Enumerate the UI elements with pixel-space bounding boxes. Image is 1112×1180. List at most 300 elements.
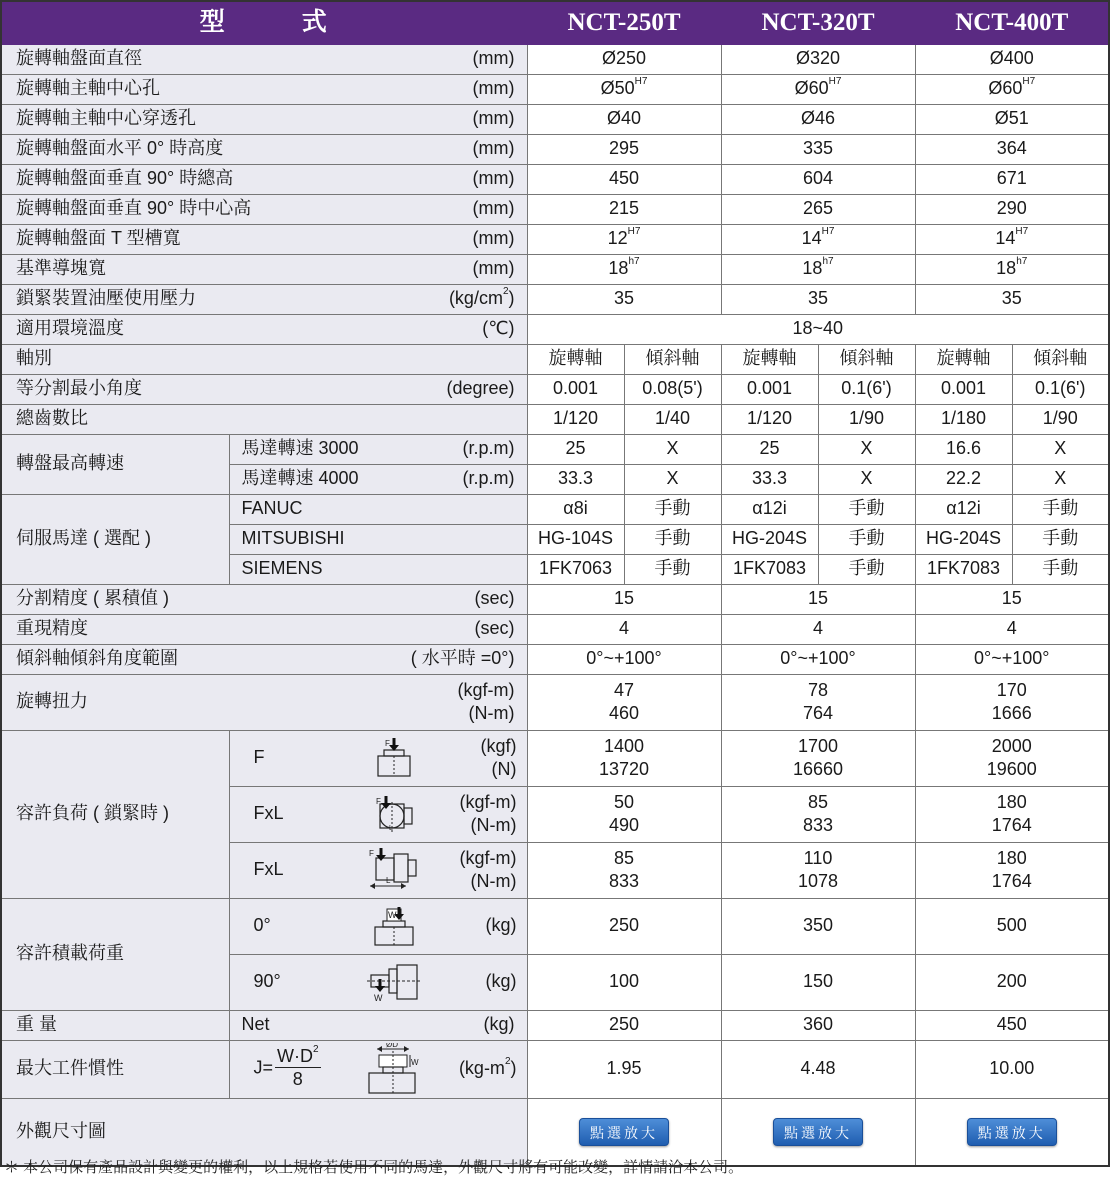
row-unit: [473, 257, 515, 280]
cell-text: 35: [1001, 288, 1022, 309]
cell-text: 78: [807, 679, 829, 700]
model-header: NCT-250T: [527, 1, 721, 44]
icon-letter: F: [375, 797, 381, 806]
spec-row-label: [1, 224, 527, 254]
spec-value: [915, 134, 1109, 164]
unit-text: (℃): [482, 318, 515, 339]
payload-sub-label: 90°: [253, 971, 281, 992]
formula-j: J=: [253, 1057, 274, 1078]
spec-value: [721, 224, 915, 254]
spec-value: [915, 104, 1109, 134]
table-cell: 4.48: [721, 1040, 915, 1098]
tolerance-sup: h7: [822, 256, 834, 268]
row-label: 等分割最小角度: [16, 378, 142, 399]
row-label: Net: [241, 1014, 270, 1035]
unit-text: (mm): [472, 228, 515, 249]
cell-text: Ø320: [795, 48, 841, 69]
row-label: 基準導塊寬: [16, 258, 106, 279]
spec-value: [721, 254, 915, 284]
cell-text: 290: [996, 198, 1027, 219]
spec-value: [721, 104, 915, 134]
spec-value: [527, 194, 721, 224]
enlarge-drawing-button[interactable]: 點選放大: [773, 1118, 863, 1146]
unit-sup: 2: [504, 1056, 511, 1068]
unit-text: (kgf-m): [459, 791, 517, 812]
table-cell: 350: [721, 898, 915, 954]
unit-sup: 2: [502, 286, 509, 298]
row-unit: [411, 647, 515, 670]
table-cell: 500: [915, 898, 1109, 954]
table-cell: 1/120: [721, 404, 818, 434]
spec-value: [721, 164, 915, 194]
row-unit: [446, 377, 514, 400]
table-cell: [527, 786, 721, 842]
unit-text: (kg-m: [458, 1058, 505, 1079]
table-cell: 0.001: [721, 374, 818, 404]
table-cell: 手動: [624, 494, 721, 524]
table-cell: 1/90: [1012, 404, 1109, 434]
table-cell: 0°~+100°: [915, 644, 1109, 674]
unit-text: (r.p.m): [462, 468, 515, 489]
cell-text: 671: [996, 168, 1027, 189]
w90-diagram-icon: [365, 961, 423, 1003]
unit-text: (N): [491, 759, 517, 779]
axis-tilt: 傾斜軸: [1012, 344, 1109, 374]
table-cell: 1/120: [527, 404, 624, 434]
table-cell: [229, 954, 527, 1010]
table-cell: 手動: [624, 524, 721, 554]
table-cell: [229, 730, 527, 786]
axis-label: 軸別: [1, 344, 527, 374]
table-cell: [1, 614, 527, 644]
table-cell: [527, 842, 721, 898]
cell-text: 1078: [797, 871, 839, 891]
unit-text: (mm): [472, 78, 515, 99]
type-char-a: 型: [199, 8, 227, 36]
spec-value: [527, 134, 721, 164]
axis-tilt: 傾斜軸: [624, 344, 721, 374]
tolerance-sup: h7: [1016, 256, 1028, 268]
spec-value: [721, 74, 915, 104]
row-unit: [473, 77, 515, 100]
table-cell: [721, 674, 915, 730]
table-cell: 0.08(5'): [624, 374, 721, 404]
drawing-label: 外觀尺寸圖: [1, 1098, 527, 1166]
cell-text: 14: [801, 228, 822, 249]
cell-text: 833: [802, 815, 834, 835]
table-cell: 4: [721, 614, 915, 644]
formula-num: W·D: [277, 1046, 313, 1067]
table-cell: 22.2: [915, 464, 1012, 494]
row-unit: [473, 167, 515, 190]
icon-letter: L: [385, 876, 390, 885]
spec-row-label: [1, 164, 527, 194]
spec-value: [721, 194, 915, 224]
cell-text: 180: [996, 791, 1027, 812]
table-cell: [915, 786, 1109, 842]
cell-text: 180: [996, 847, 1027, 868]
cell-text: 764: [802, 703, 834, 723]
inertia-diagram-icon: [363, 1043, 425, 1095]
unit-text: (kgf-m): [457, 679, 515, 700]
unit-end: ): [508, 288, 515, 309]
tolerance-sup: H7: [627, 226, 641, 238]
table-cell: 0.001: [527, 374, 624, 404]
table-cell: HG-204S: [721, 524, 818, 554]
table-cell: [527, 730, 721, 786]
table-cell: 0°~+100°: [721, 644, 915, 674]
cell-text: 833: [608, 871, 640, 891]
table-cell: [915, 730, 1109, 786]
table-cell: 0°~+100°: [527, 644, 721, 674]
spec-row-label: [1, 254, 527, 284]
table-cell: [1, 674, 527, 730]
spec-value: [915, 164, 1109, 194]
spec-value: [721, 134, 915, 164]
table-cell: 0.1(6'): [818, 374, 915, 404]
axis-rot: 旋轉軸: [721, 344, 818, 374]
cell-text: 14: [995, 228, 1016, 249]
icon-letter: W: [410, 1058, 419, 1067]
table-cell: 0.001: [915, 374, 1012, 404]
cell-text: 1764: [991, 871, 1032, 891]
table-cell: 1/180: [915, 404, 1012, 434]
speed-label: 轉盤最高轉速: [1, 434, 229, 494]
unit-text: (mm): [472, 108, 515, 129]
cell-text: 18: [802, 258, 823, 279]
unit-text: (r.p.m): [462, 438, 515, 459]
spec-value: [527, 74, 721, 104]
row-unit: [463, 467, 515, 490]
cell-text: 19600: [986, 759, 1037, 779]
table-cell: [721, 786, 915, 842]
row-label: 旋轉扭力: [16, 691, 88, 712]
table-cell: X: [818, 464, 915, 494]
cell-text: 2000: [991, 735, 1032, 756]
cell-text: 85: [807, 791, 829, 812]
table-cell: 手動: [1012, 554, 1109, 584]
cell-text: 295: [608, 138, 640, 159]
unit-text: (sec): [474, 618, 515, 639]
spec-row-label: [1, 74, 527, 104]
table-cell: 手動: [818, 554, 915, 584]
load-sub-label: F: [253, 747, 265, 768]
cell-text: 16660: [792, 759, 844, 779]
table-cell: 手動: [818, 494, 915, 524]
spec-value: [721, 284, 915, 314]
cell-text: Ø60: [988, 78, 1023, 99]
row-label: 旋轉軸主軸中心孔: [16, 78, 160, 99]
servo-label: 伺服馬達 ( 選配 ): [1, 494, 229, 584]
type-char-b: 式: [301, 8, 329, 36]
spec-value: [915, 254, 1109, 284]
row-label: 旋轉軸盤面直徑: [16, 48, 142, 69]
row-label: 重現精度: [16, 618, 88, 639]
table-cell: 4: [915, 614, 1109, 644]
table-cell: [527, 674, 721, 730]
table-cell: X: [818, 434, 915, 464]
cell-text: 1666: [991, 703, 1032, 723]
row-label: 分割精度 ( 累積值 ): [16, 588, 169, 609]
axis-rot: 旋轉軸: [527, 344, 624, 374]
table-cell: 450: [915, 1010, 1109, 1040]
cell-text: 490: [608, 815, 640, 835]
table-cell: [1, 314, 527, 344]
spec-value: [527, 104, 721, 134]
formula-sup: 2: [313, 1044, 319, 1056]
unit-text: (N-m): [468, 703, 515, 723]
footnote: ＊ 本公司保有產品設計與變更的權利，以上規格若使用不同的馬達，外觀尺寸將有可能改變，詳情請洽本公司。: [4, 1159, 744, 1176]
cell-text: 85: [613, 847, 635, 868]
icon-letter: W: [387, 910, 396, 920]
unit-text: ( 水平時 =0°): [410, 648, 515, 669]
unit-text: (kg): [485, 971, 517, 992]
axis-tilt: 傾斜軸: [818, 344, 915, 374]
row-unit: [473, 47, 515, 70]
row-label: 旋轉軸盤面垂直 90° 時總高: [16, 168, 234, 189]
servo-brand: SIEMENS: [229, 554, 527, 584]
unit-text: (mm): [472, 138, 515, 159]
tolerance-sup: H7: [1015, 226, 1029, 238]
unit-text: (kg): [485, 915, 517, 936]
table-cell: [721, 842, 915, 898]
header-type: [1, 1, 527, 44]
cell-text: 604: [802, 168, 834, 189]
cell-text: 1400: [603, 735, 645, 756]
table-cell: 360: [721, 1010, 915, 1040]
enlarge-drawing-button[interactable]: 點選放大: [579, 1118, 669, 1146]
unit-text: (N-m): [470, 815, 517, 835]
tolerance-sup: H7: [634, 76, 648, 88]
tolerance-sup: H7: [821, 226, 835, 238]
table-cell: 1/40: [624, 404, 721, 434]
table-cell: [1, 644, 527, 674]
table-cell: [721, 730, 915, 786]
row-unit: [473, 107, 515, 130]
table-cell: X: [1012, 464, 1109, 494]
servo-brand: MITSUBISHI: [229, 524, 527, 554]
unit-text: (mm): [472, 168, 515, 189]
spec-value: [527, 44, 721, 74]
table-cell: [915, 1098, 1109, 1166]
payload-sub-label: 0°: [253, 915, 271, 936]
table-cell: [229, 786, 527, 842]
cell-text: 1700: [797, 735, 839, 756]
cell-text: 47: [613, 679, 635, 700]
table-cell: 15: [721, 584, 915, 614]
table-cell: 33.3: [721, 464, 818, 494]
inertia-formula: [254, 1046, 364, 1091]
table-cell: HG-204S: [915, 524, 1012, 554]
row-label: 傾斜軸傾斜角度範圍: [16, 648, 178, 669]
table-cell: 25: [527, 434, 624, 464]
spec-value: [915, 44, 1109, 74]
model-header: NCT-320T: [721, 1, 915, 44]
unit-text: (mm): [472, 48, 515, 69]
row-unit: [463, 437, 515, 460]
table-cell: 1.95: [527, 1040, 721, 1098]
enlarge-drawing-button[interactable]: 點選放大: [967, 1118, 1057, 1146]
unit-text: (kgf): [480, 735, 517, 756]
row-unit: [458, 679, 515, 726]
spec-row-label: [1, 104, 527, 134]
row-label: 旋轉軸盤面水平 0° 時高度: [16, 138, 224, 159]
table-cell: [229, 464, 527, 494]
table-cell: 100: [527, 954, 721, 1010]
cell-text: 335: [802, 138, 834, 159]
unit-text: (kgf-m): [459, 847, 517, 868]
cell-text: Ø51: [994, 108, 1029, 129]
table-cell: 150: [721, 954, 915, 1010]
table-cell: 手動: [624, 554, 721, 584]
row-unit: [449, 287, 515, 310]
table-cell: HG-104S: [527, 524, 624, 554]
cell-text: Ø50: [600, 78, 635, 99]
spec-value: [527, 254, 721, 284]
table-cell: 4: [527, 614, 721, 644]
cell-text: 12: [607, 228, 628, 249]
icon-letter: W: [373, 993, 382, 1003]
tolerance-sup: H7: [828, 76, 842, 88]
icon-letter: F: [384, 739, 390, 748]
row-unit: [473, 137, 515, 160]
cell-text: Ø60: [794, 78, 829, 99]
table-cell: [229, 1010, 527, 1040]
icon-letter: F: [368, 849, 374, 858]
icon-letter: ØD: [385, 1043, 398, 1049]
cell-text: 460: [608, 703, 640, 723]
table-cell: [1, 584, 527, 614]
row-unit: [473, 197, 515, 220]
table-cell: 手動: [1012, 494, 1109, 524]
table-cell: [229, 1040, 527, 1098]
table-cell: 25: [721, 434, 818, 464]
tolerance-sup: H7: [1022, 76, 1036, 88]
table-cell: 10.00: [915, 1040, 1109, 1098]
table-cell: [721, 1098, 915, 1166]
inertia-label: 最大工件慣性: [1, 1040, 229, 1098]
unit-text: (mm): [472, 258, 515, 279]
unit-text: (N-m): [470, 871, 517, 891]
cell-text: 110: [803, 847, 833, 868]
row-unit: [484, 1013, 515, 1036]
unit-text: (kg/cm: [448, 288, 503, 309]
cell-text: 35: [613, 288, 635, 309]
gear-label: 總齒數比: [1, 404, 527, 434]
env-value: 18~40: [527, 314, 1109, 344]
formula-den: 8: [292, 1069, 303, 1090]
icon-letter: L: [388, 825, 393, 832]
table-cell: [229, 434, 527, 464]
row-label: 旋轉軸主軸中心穿透孔: [16, 108, 196, 129]
table-cell: α8i: [527, 494, 624, 524]
table-cell: 16.6: [915, 434, 1012, 464]
table-cell: [229, 842, 527, 898]
cell-text: Ø400: [989, 48, 1034, 69]
spec-value: [527, 224, 721, 254]
table-cell: α12i: [721, 494, 818, 524]
cell-text: Ø46: [800, 108, 836, 129]
cell-text: 450: [608, 168, 640, 189]
weight-label: 重 量: [1, 1010, 229, 1040]
cell-text: 170: [996, 679, 1027, 700]
table-cell: 200: [915, 954, 1109, 1010]
load-sub-label: FxL: [253, 859, 284, 880]
unit-text: (mm): [472, 198, 515, 219]
table-cell: 33.3: [527, 464, 624, 494]
unit-end: ): [510, 1058, 517, 1079]
load-sub-label: FxL: [253, 803, 284, 824]
cell-text: 215: [608, 198, 640, 219]
table-cell: [1, 374, 527, 404]
spec-row-label: [1, 134, 527, 164]
cell-text: 13720: [598, 759, 650, 779]
spec-row-label: [1, 194, 527, 224]
w0-diagram-icon: [369, 905, 419, 947]
table-cell: 手動: [818, 524, 915, 554]
table-cell: 250: [527, 1010, 721, 1040]
row-unit: [482, 317, 514, 340]
servo-brand: FANUC: [229, 494, 527, 524]
cell-text: Ø40: [606, 108, 642, 129]
unit-text: (degree): [446, 378, 515, 399]
fl2-diagram-icon: [366, 848, 422, 892]
cell-text: 18: [996, 258, 1017, 279]
table-cell: 1FK7063: [527, 554, 624, 584]
cell-text: 18: [608, 258, 629, 279]
unit-text: (sec): [474, 588, 515, 609]
cell-text: 265: [802, 198, 834, 219]
cell-text: 1764: [991, 815, 1032, 835]
row-unit: [475, 617, 515, 640]
row-label: 適用環境溫度: [16, 318, 124, 339]
axis-rot: 旋轉軸: [915, 344, 1012, 374]
spec-value: [915, 284, 1109, 314]
spec-row-label: [1, 284, 527, 314]
table-cell: X: [624, 434, 721, 464]
table-cell: 15: [915, 584, 1109, 614]
spec-value: [721, 44, 915, 74]
table-cell: X: [1012, 434, 1109, 464]
spec-value: [527, 164, 721, 194]
payload-label: 容許積載荷重: [1, 898, 229, 1010]
spec-row-label: [1, 44, 527, 74]
spec-value: [915, 224, 1109, 254]
table-cell: 1FK7083: [915, 554, 1012, 584]
cell-text: 35: [807, 288, 829, 309]
table-cell: α12i: [915, 494, 1012, 524]
row-unit: [475, 587, 515, 610]
load-label: 容許負荷 ( 鎖緊時 ): [1, 730, 229, 898]
row-label: 馬達轉速 3000: [241, 438, 359, 459]
table-cell: 250: [527, 898, 721, 954]
tolerance-sup: h7: [628, 256, 640, 268]
f-diagram-icon: [372, 738, 416, 778]
row-label: 旋轉軸盤面 T 型槽寬: [16, 228, 181, 249]
table-cell: 1/90: [818, 404, 915, 434]
table-cell: [229, 898, 527, 954]
table-cell: [915, 842, 1109, 898]
table-cell: 15: [527, 584, 721, 614]
row-label: 旋轉軸盤面垂直 90° 時中心高: [16, 198, 252, 219]
cell-text: 364: [996, 138, 1027, 159]
table-cell: 0.1(6'): [1012, 374, 1109, 404]
table-cell: 手動: [1012, 524, 1109, 554]
model-header: NCT-400T: [915, 1, 1109, 44]
table-cell: 1FK7083: [721, 554, 818, 584]
row-label: 馬達轉速 4000: [241, 468, 359, 489]
cell-text: Ø250: [601, 48, 647, 69]
